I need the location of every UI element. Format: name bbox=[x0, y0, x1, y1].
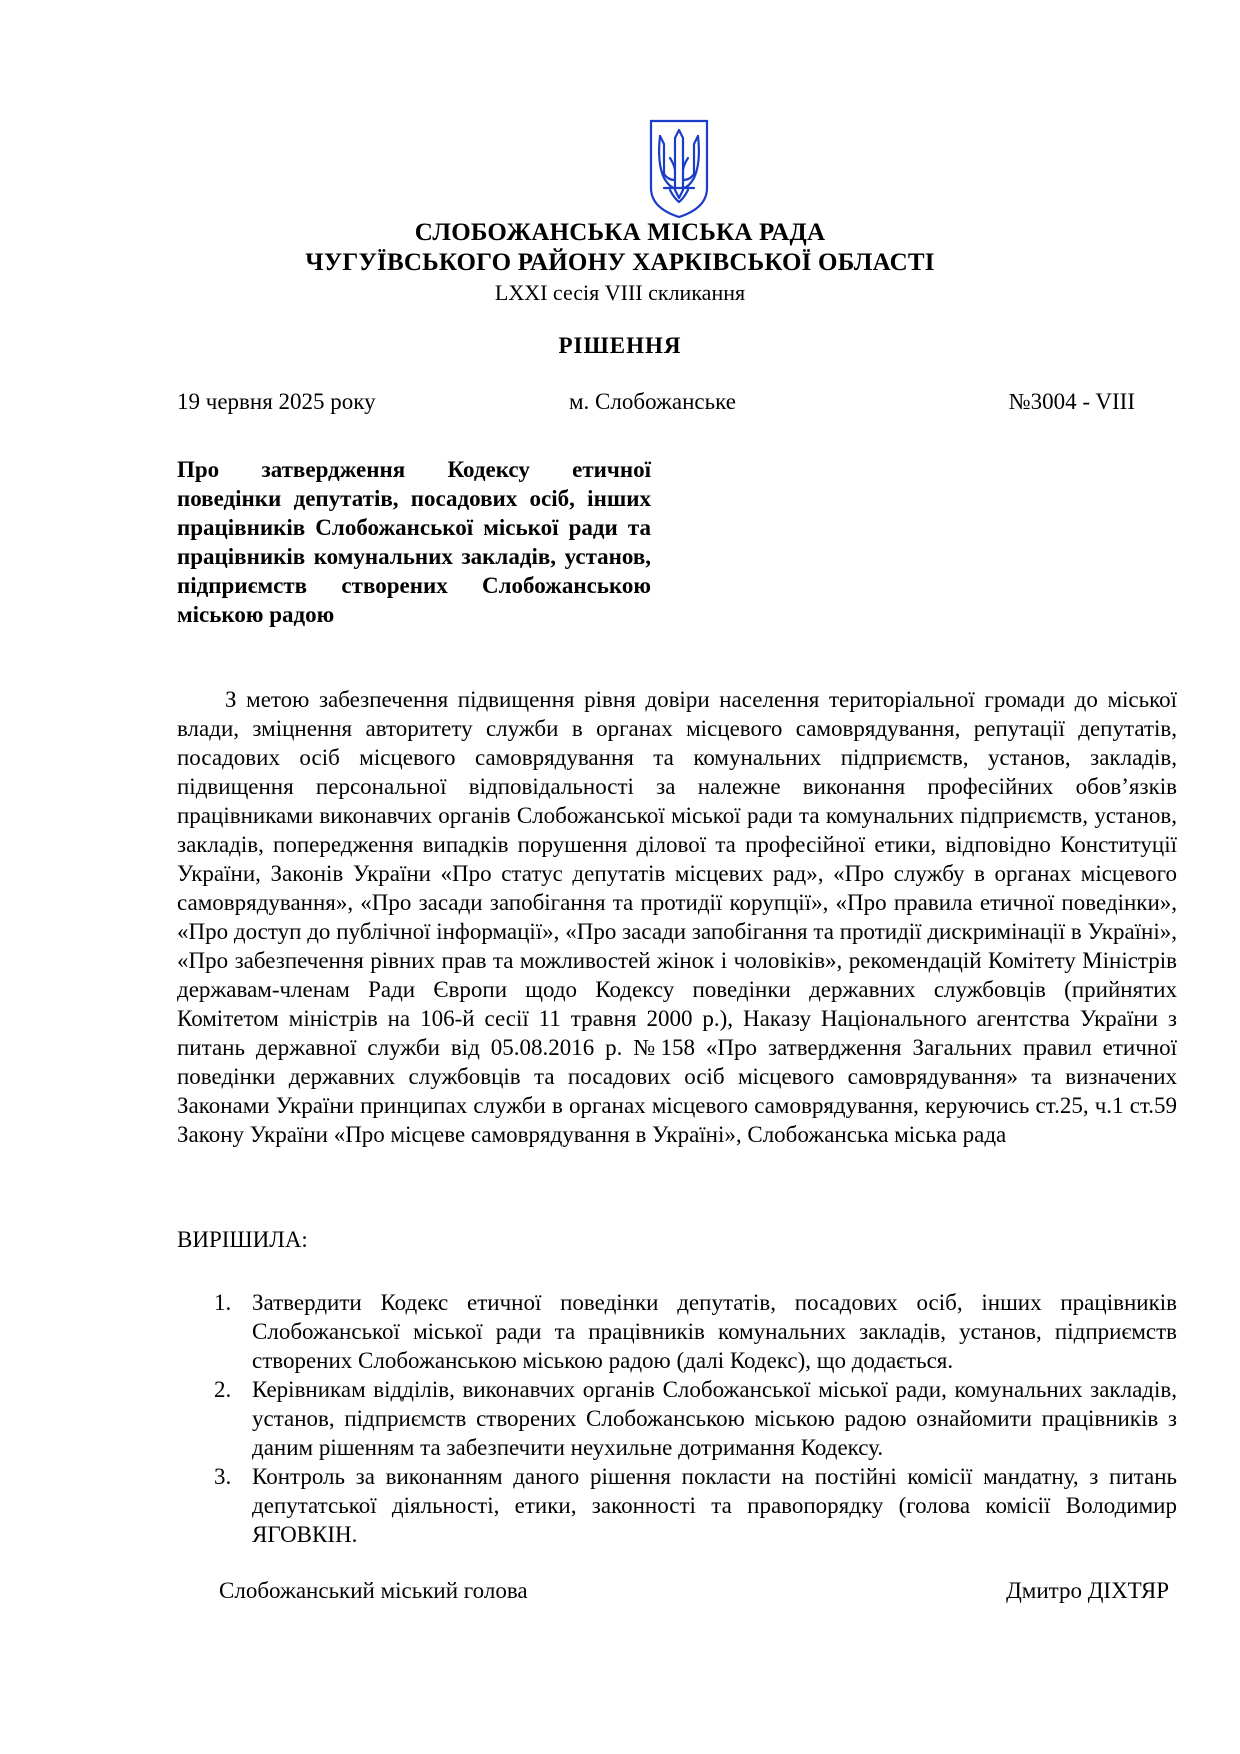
decision-item-number: 1. bbox=[214, 1290, 232, 1315]
decision-item-number: 3. bbox=[214, 1464, 232, 1489]
document-type-title: РІШЕННЯ bbox=[558, 333, 682, 358]
decision-item-number: 2. bbox=[214, 1377, 232, 1402]
district-name: ЧУГУЇВСЬКОГО РАЙОНУ ХАРКІВСЬКОЇ ОБЛАСТІ bbox=[305, 249, 935, 276]
decision-item-text: Контроль за виконанням даного рішення покласти на постійні комісії мандатну, з питань депутатської діяльності, етики, законності та правопорядку (голова комісії Володимир ЯГОВКІН. bbox=[252, 1464, 1177, 1547]
council-name: СЛОБОЖАНСЬКА МІСЬКА РАДА bbox=[414, 219, 826, 246]
signature-block bbox=[219, 1578, 1169, 1608]
decision-item bbox=[177, 1375, 1177, 1462]
decision-list bbox=[177, 1288, 1177, 1549]
document-header bbox=[0, 218, 1240, 308]
signatory-position: Слобожанський міський голова bbox=[219, 1578, 528, 1603]
signatory-name: Дмитро ДІХТЯР bbox=[1006, 1578, 1169, 1603]
decision-item-text: Затвердити Кодекс етичної поведінки депутатів, посадових осіб, інших працівників Слобожанської міської ради та працівників комунальних закладів, установ, підприємств створених Слобожанською міською радою (далі Кодекс), що додається. bbox=[252, 1290, 1177, 1373]
decided-label: ВИРІШИЛА: bbox=[177, 1227, 308, 1252]
decision-date: 19 червня 2025 року bbox=[177, 389, 376, 414]
decision-subject: Про затвердження Кодексу етичної поведінки депутатів, посадових осіб, інших працівників Слобожанської міської ради та працівників комунальних закладів, установ, підприємств створених Слобожанською міською радою bbox=[177, 457, 651, 627]
decision-item-text: Керівникам відділів, виконавчих органів Слобожанської міської ради, комунальних закладів, установ, підприємств створених Слобожанською міською радою ознайомити працівників з даним рішенням та забезпечити неухильне дотримання Кодексу. bbox=[252, 1377, 1177, 1460]
document-meta bbox=[177, 389, 1135, 419]
ukraine-trident-coat-of-arms-icon bbox=[648, 118, 710, 220]
preamble-paragraph: З метою забезпечення підвищення рівня довіри населення територіальної громади до міської влади, зміцнення авторитету служби в органах місцевого самоврядування, репутації депутатів, посадових осіб місцевого самоврядування та комунальних підприємств, установ, закладів, підвищення персональної відповідальності за належне виконання професійних обов’язків працівниками виконавчих органів Слобожанської міської ради та комунальних підприємств, установ, закладів, попередження випадків порушення ділової та професійної етики, відповідно Конституції України, Законів України «Про статус депутатів місцевих рад», «Про службу в органах місцевого самоврядування», «Про засади запобігання та протидії корупції», «Про правила етичної поведінки», «Про доступ до публічної інформації», «Про засади запобігання та протидії дискримінації в Україні», «Про забезпечення рівних прав та можливостей жінок і чоловіків», рекомендацій Комітету Міністрів державам-членам Ради Європи щодо Кодексу поведінки державних службовців (прийнятих Комітетом міністрів на 106-й сесії 11 травня 2000 р.), Наказу Національного агентства України з питань державної служби від 05.08.2016 р. №158 «Про затвердження Загальних правил етичної поведінки державних службовців та посадових осіб місцевого самоврядування» та визначених Законами України принципах служби в органах місцевого самоврядування, керуючись ст.25, ч.1 ст.59 Закону України «Про місцеве самоврядування в Україні», Слобожанська міська рада bbox=[177, 687, 1177, 1147]
decision-place: м. Слобожанське bbox=[569, 389, 736, 414]
session-info: LXXI сесія VIII скликання bbox=[494, 280, 746, 305]
decision-item bbox=[177, 1288, 1177, 1375]
decision-number: №3004 - VIII bbox=[1008, 389, 1135, 414]
decision-item bbox=[177, 1462, 1177, 1549]
